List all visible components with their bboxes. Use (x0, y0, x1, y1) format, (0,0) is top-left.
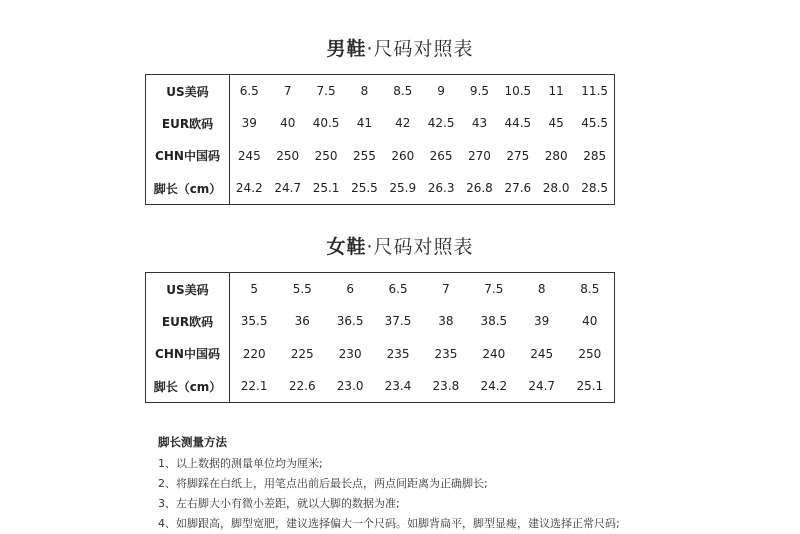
men-title-separator: · (366, 38, 374, 60)
table-cell: 41 (356, 116, 373, 131)
row-label: 脚长（cm） (146, 172, 230, 205)
table-cell: 22.1 (240, 379, 268, 393)
table-cell: 255 (352, 148, 376, 163)
table-cell: 6.5 (388, 282, 408, 296)
table-cell: 235 (386, 346, 410, 361)
women-title-sub: 尺码对照表 (373, 236, 474, 258)
men-size-table-body (146, 75, 615, 205)
table-row (146, 305, 615, 338)
table-cell: 24.2 (480, 379, 508, 393)
table-cell: 225 (290, 346, 314, 361)
table-row (146, 172, 615, 205)
table-cell: 240 (482, 346, 506, 361)
table-cell: 6 (346, 282, 354, 296)
table-cell: 265 (429, 148, 453, 163)
table-cell: 245 (530, 346, 554, 361)
table-cell: 8 (537, 282, 546, 296)
table-cell: 40 (280, 116, 296, 131)
table-cell: 280 (544, 148, 568, 163)
table-cell: 250 (276, 148, 300, 163)
row-label: US美码 (146, 273, 230, 306)
table-cell: 7 (442, 282, 450, 296)
table-cell: 40.5 (312, 116, 340, 131)
table-cell: 7.5 (316, 84, 336, 98)
table-cell: 26.8 (466, 181, 493, 195)
table-cell: 28.0 (542, 181, 570, 195)
table-cell: 42 (395, 116, 411, 131)
table-cell: 5.5 (292, 282, 312, 296)
table-cell: 38 (438, 314, 454, 329)
table-cell: 36.5 (336, 314, 364, 329)
table-cell: 45.5 (581, 116, 609, 131)
table-cell: 44.5 (504, 116, 532, 131)
table-cell: 35.5 (240, 314, 268, 329)
table-cell: 22.6 (288, 379, 316, 393)
table-cell: 7 (283, 84, 292, 98)
table-cell: 275 (506, 148, 530, 163)
women-title-main: 女鞋 (326, 236, 367, 258)
table-cell: 23.0 (336, 379, 364, 393)
table-cell: 37.5 (384, 314, 412, 329)
row-label: EUR欧码 (146, 305, 230, 338)
table-row (146, 273, 615, 306)
note-line-3: 3、左右脚大小有微小差距，就以大脚的数据为准; (158, 497, 400, 510)
note-line-1: 1、以上数据的测量单位均为厘米; (158, 457, 323, 470)
table-row (146, 140, 615, 173)
table-cell: 245 (237, 148, 261, 163)
table-cell: 9 (437, 84, 445, 98)
table-cell: 220 (242, 346, 266, 361)
table-cell: 42.5 (427, 116, 455, 131)
table-cell: 25.1 (576, 379, 604, 393)
table-cell: 24.7 (528, 379, 556, 393)
table-cell: 250 (578, 346, 602, 361)
table-cell: 43 (471, 116, 488, 131)
table-cell: 10.5 (504, 84, 532, 98)
men-size-table (145, 74, 615, 205)
table-cell: 36 (294, 314, 310, 329)
table-cell: 230 (338, 346, 362, 361)
table-cell: 8.5 (393, 84, 413, 98)
men-title-main: 男鞋 (326, 38, 367, 60)
table-cell: 38.5 (480, 314, 508, 329)
note-line-2: 2、将脚踩在白纸上，用笔点出前后最长点，两点间距离为正确脚长; (158, 477, 488, 490)
table-cell: 40 (582, 314, 598, 329)
table-cell: 7.5 (484, 282, 504, 296)
row-label: CHN中国码 (146, 140, 230, 173)
table-cell: 8 (360, 84, 369, 98)
table-cell: 45 (548, 116, 564, 131)
women-title-separator: · (366, 236, 374, 258)
table-cell: 25.9 (389, 181, 417, 195)
table-cell: 24.2 (235, 181, 263, 195)
table-cell: 28.5 (581, 181, 609, 195)
row-label: 脚长（cm） (146, 370, 230, 403)
row-label: US美码 (146, 75, 230, 108)
table-cell: 11.5 (581, 84, 609, 98)
table-cell: 24.7 (274, 181, 302, 195)
table-row (146, 75, 615, 108)
table-cell: 250 (314, 148, 338, 163)
table-row (146, 370, 615, 403)
table-cell: 235 (434, 346, 458, 361)
table-cell: 26.3 (427, 181, 455, 195)
women-size-chart-title (0, 232, 800, 259)
table-cell: 285 (583, 148, 607, 163)
table-cell: 11 (548, 84, 564, 98)
note-line-4: 4、如脚跟高，脚型宽肥，建议选择偏大一个尺码。如脚背扁平，脚型显瘦，建议选择正常尺码; (158, 517, 620, 530)
women-size-table (145, 272, 615, 403)
table-cell: 9.5 (469, 84, 489, 98)
table-cell: 23.4 (384, 379, 412, 393)
table-cell: 23.8 (432, 379, 460, 393)
women-size-table-body (146, 273, 615, 403)
table-cell: 6.5 (239, 84, 259, 98)
table-cell: 39 (534, 314, 550, 329)
table-cell: 5 (250, 282, 258, 296)
table-row (146, 107, 615, 140)
table-cell: 27.6 (504, 181, 532, 195)
row-label: CHN中国码 (146, 338, 230, 371)
table-row (146, 338, 615, 371)
measurement-notes (158, 432, 620, 534)
men-title-sub: 尺码对照表 (373, 38, 474, 60)
table-cell: 8.5 (580, 282, 600, 296)
table-cell: 260 (391, 148, 415, 163)
table-cell: 270 (468, 148, 491, 163)
table-cell: 25.5 (351, 181, 378, 195)
men-size-chart-title (0, 34, 800, 61)
notes-heading: 脚长测量方法 (158, 435, 227, 449)
row-label: EUR欧码 (146, 107, 230, 140)
table-cell: 39 (241, 116, 257, 131)
table-cell: 25.1 (312, 181, 340, 195)
